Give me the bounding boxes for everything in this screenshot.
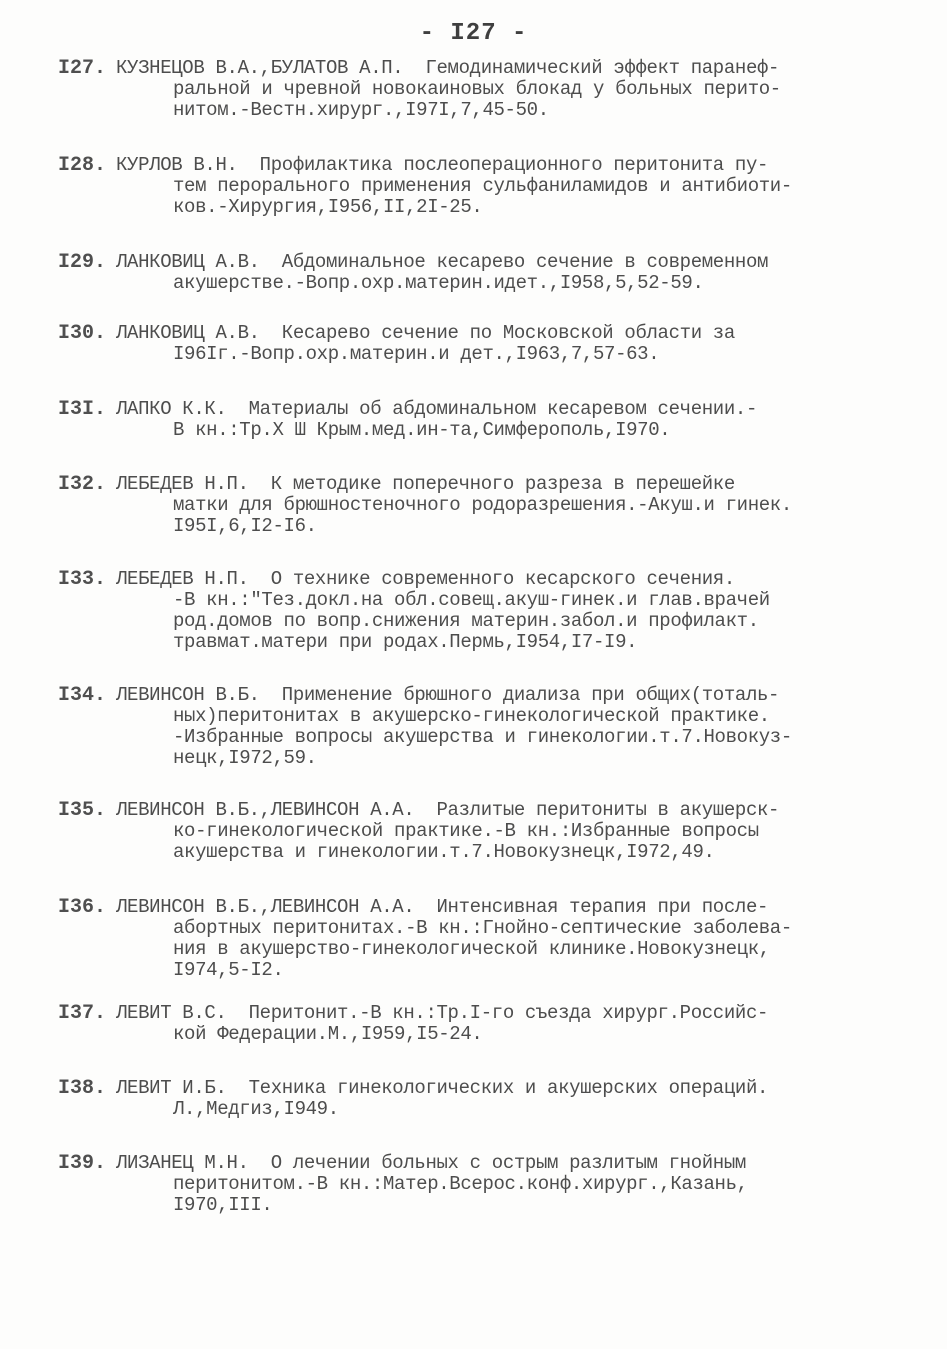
entry-line: акушерства и гинекологии.т.7.Новокузнецк,I972,49. [173,841,715,863]
entry-line: ЛЕБЕДЕВ Н.П. О технике современного кесарского сечения. [116,568,735,590]
entry-line: I95I,6,I2-I6. [173,515,317,537]
bibliography-entry [58,399,908,441]
entry-line: травмат.матери при родах.Пермь,I954,I7-I9. [173,631,638,653]
entry-number: I29. [58,251,107,274]
entry-line: ЛЕВИНСОН В.Б. Применение брюшного диализа при общих(тоталь- [116,684,780,706]
entry-number: I39. [58,1152,107,1175]
entry-line: ЛЕВИНСОН В.Б.,ЛЕВИНСОН А.А. Интенсивная терапия при после- [116,896,769,918]
entry-line: ЛЕВИТ И.Б. Техника гинекологических и акушерских операций. [116,1077,769,1099]
entry-line: ния в акушерство-гинекологической клинике.Новокузнецк, [173,938,770,960]
entry-line: -Избранные вопросы акушерства и гинекологии.т.7.Новокуз- [173,726,792,748]
entry-line: -В кн.:"Тез.докл.на обл.совещ.акуш-гинек.и глав.врачей [173,589,770,611]
bibliography-entry [58,474,908,537]
entry-line: перитонитом.-В кн.:Матер.Всерос.конф.хирург.,Казань, [173,1173,748,1195]
entry-line: ЛЕВИТ В.С. Перитонит.-В кн.:Тр.I-го съезда хирург.Российс- [116,1002,769,1024]
entry-line: ЛИЗАНЕЦ М.Н. О лечении больных с острым разлитым гнойным [116,1152,746,1174]
entry-line: I970,III. [173,1194,273,1216]
entry-line: ков.-Хирургия,I956,II,2I-25. [173,196,483,218]
entry-line: ных)перитонитах в акушерско-гинекологической практике. [173,705,770,727]
bibliography-entry [58,323,908,365]
entry-number: I32. [58,473,107,496]
entry-number: I30. [58,322,107,345]
entry-line: нитом.-Вестн.хирург.,I97I,7,45-50. [173,99,549,121]
entry-line: матки для брюшностеночного родоразрешения.-Акуш.и гинек. [173,494,792,516]
bibliography-entry [58,155,908,218]
entry-number: I33. [58,568,107,591]
entry-line: ЛЕБЕДЕВ Н.П. К методике поперечного разреза в перешейке [116,473,735,495]
entry-line: ральной и чревной новокаиновых блокад у больных перито- [173,78,781,100]
entry-line: нецк,I972,59. [173,747,317,769]
entry-number: I35. [58,799,107,822]
entry-line: акушерстве.-Вопр.охр.материн.идет.,I958,5,52-59. [173,272,704,294]
bibliography-entry [58,800,908,863]
entry-line: ко-гинекологической практике.-В кн.:Избранные вопросы [173,820,759,842]
entry-number: I3I. [58,398,107,421]
entry-line: КУЗНЕЦОВ В.А.,БУЛАТОВ А.П. Гемодинамический эффект паранеф- [116,57,780,79]
entry-line: ЛАНКОВИЦ А.В. Кесарево сечение по Московской области за [116,322,735,344]
bibliography-entry [58,1003,908,1045]
entry-line: абортных перитонитах.-В кн.:Гнойно-септические заболева- [173,917,792,939]
entry-number: I34. [58,684,107,707]
entry-line: В кн.:Тр.Х Ш Крым.мед.ин-та,Симферополь,I970. [173,419,671,441]
bibliography-entry [58,252,908,294]
entry-line: КУРЛОВ В.Н. Профилактика послеоперационного перитонита пу- [116,154,769,176]
bibliography-entry [58,58,908,121]
entry-number: I38. [58,1077,107,1100]
bibliography-entry [58,569,908,653]
bibliography-entry [58,1153,908,1216]
entry-line: ЛАПКО К.К. Материалы об абдоминальном кесаревом сечении.- [116,398,758,420]
entry-number: I37. [58,1002,107,1025]
entry-line: тем перорального применения сульфаниламидов и антибиоти- [173,175,792,197]
entry-line: род.домов по вопр.снижения материн.забол.и профилакт. [173,610,759,632]
entry-line: ЛЕВИНСОН В.Б.,ЛЕВИНСОН А.А. Разлитые перитониты в акушерск- [116,799,780,821]
page-number: - I27 - [419,20,528,47]
bibliography-entry [58,897,908,981]
entry-line: Л.,Медгиз,I949. [173,1098,339,1120]
entry-number: I27. [58,57,107,80]
entry-number: I28. [58,154,107,177]
bibliography-entry [58,1078,908,1120]
entry-line: кой Федерации.М.,I959,I5-24. [173,1023,483,1045]
entry-line: I974,5-I2. [173,959,284,981]
entry-number: I36. [58,896,107,919]
bibliography-entry [58,685,908,769]
entry-line: I96Iг.-Вопр.охр.материн.и дет.,I963,7,57-63. [173,343,660,365]
entry-line: ЛАНКОВИЦ А.В. Абдоминальное кесарево сечение в современном [116,251,769,273]
